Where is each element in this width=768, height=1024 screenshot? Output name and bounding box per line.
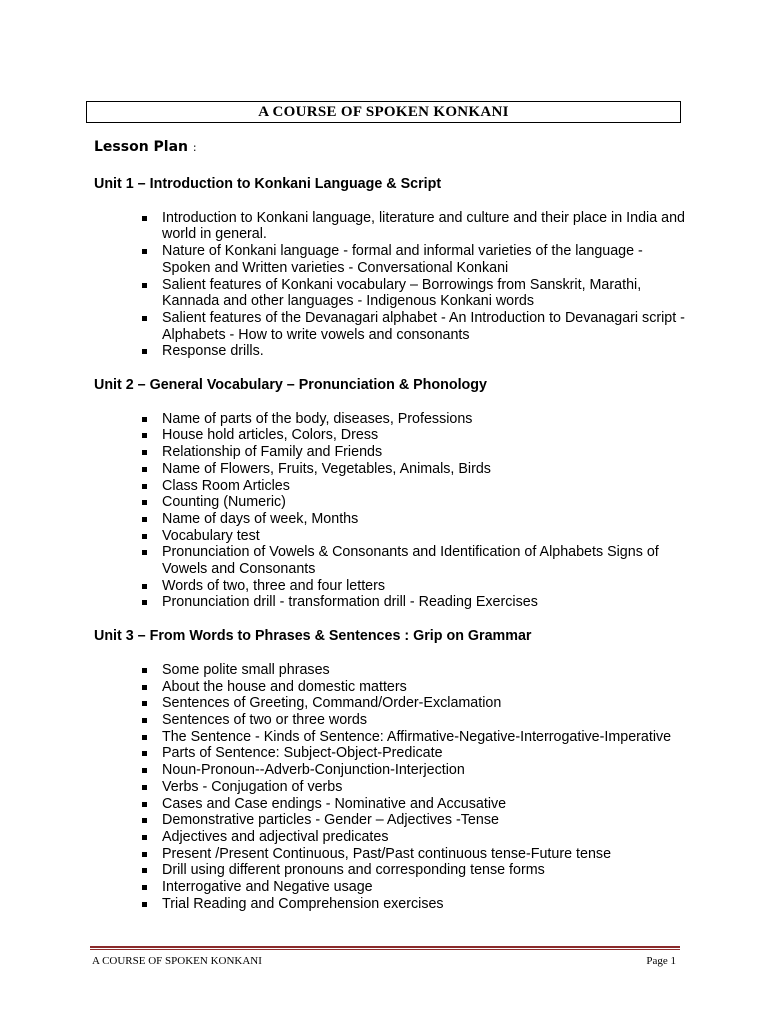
lesson-content (94, 168, 694, 929)
list-item (94, 829, 694, 846)
list-item (94, 812, 694, 829)
lesson-plan-colon: : (192, 141, 197, 154)
list-item (94, 310, 694, 343)
list-item-text: Response drills. (162, 343, 264, 360)
list-item (94, 679, 694, 696)
list-item-text: Name of Flowers, Fruits, Vegetables, Animals, Birds (162, 460, 491, 477)
list-item-text: Sentences of two or three words (162, 711, 368, 728)
footer-title: A COURSE OF SPOKEN KONKANI (92, 955, 262, 967)
list-item-text: Interrogative and Negative usage (162, 879, 373, 896)
list-item (94, 779, 694, 796)
list-item-text: Salient features of Konkani vocabulary – Borrowings from Sanskrit, Marathi, Kannada and other languages - Indigenous Konkani words (162, 276, 642, 310)
list-item (94, 494, 694, 511)
list-item-text: Relationship of Family and Friends (162, 444, 383, 461)
lesson-plan-label: Lesson Plan (94, 139, 189, 155)
list-item-text: Name of parts of the body, diseases, Professions (162, 410, 473, 427)
square-bullet-icon (142, 484, 147, 489)
list-item-text: Cases and Case endings - Nominative and Accusative (162, 795, 507, 812)
document-title: A COURSE OF SPOKEN KONKANI (86, 101, 681, 123)
list-item (94, 277, 694, 310)
list-item (94, 662, 694, 679)
page-number: Page 1 (646, 955, 676, 967)
list-item (94, 578, 694, 595)
square-bullet-icon (142, 685, 147, 690)
list-item (94, 444, 694, 461)
square-bullet-icon (142, 785, 147, 790)
list-item (94, 594, 694, 611)
square-bullet-icon (142, 550, 147, 555)
list-item (94, 511, 694, 528)
list-item-text: Noun-Pronoun--Adverb-Conjunction-Interjection (162, 762, 465, 779)
list-item (94, 862, 694, 879)
list-item-text: Pronunciation of Vowels & Consonants and Identification of Alphabets Signs of Vowels and Consonants (162, 544, 659, 578)
square-bullet-icon (142, 584, 147, 589)
list-item-text: Introduction to Konkani language, literature and culture and their place in India and world in general. (162, 209, 685, 243)
square-bullet-icon (142, 751, 147, 756)
unit-3-heading: Unit 3 – From Words to Phrases & Sentences : Grip on Grammar (94, 628, 532, 645)
list-item (94, 411, 694, 428)
list-item-text: Salient features of the Devanagari alphabet - An Introduction to Devanagari script - Alphabets - How to write vowels and consonants (162, 309, 685, 343)
unit-2-list (94, 411, 694, 611)
list-item-text: Drill using different pronouns and corresponding tense forms (162, 862, 545, 879)
square-bullet-icon (142, 349, 147, 354)
square-bullet-icon (142, 467, 147, 472)
square-bullet-icon (142, 835, 147, 840)
list-item (94, 712, 694, 729)
square-bullet-icon (142, 718, 147, 723)
list-item-text: Class Room Articles (162, 477, 290, 494)
square-bullet-icon (142, 216, 147, 221)
square-bullet-icon (142, 517, 147, 522)
square-bullet-icon (142, 885, 147, 890)
square-bullet-icon (142, 902, 147, 907)
list-item (94, 243, 694, 276)
list-item (94, 210, 694, 243)
list-item-text: Counting (Numeric) (162, 494, 286, 511)
unit-1-list (94, 210, 694, 360)
list-item-text: About the house and domestic matters (162, 678, 407, 695)
list-item (94, 695, 694, 712)
lesson-plan-heading (94, 139, 197, 155)
square-bullet-icon (142, 534, 147, 539)
square-bullet-icon (142, 868, 147, 873)
square-bullet-icon (142, 450, 147, 455)
square-bullet-icon (142, 316, 147, 321)
footer-divider (90, 946, 680, 948)
list-item-text: Words of two, three and four letters (162, 577, 386, 594)
list-item (94, 343, 694, 360)
list-item (94, 427, 694, 444)
list-item (94, 846, 694, 863)
list-item-text: Pronunciation drill - transformation drill - Reading Exercises (162, 594, 538, 611)
list-item-text: House hold articles, Colors, Dress (162, 427, 379, 444)
list-item (94, 796, 694, 813)
footer-divider-thin (90, 949, 680, 950)
square-bullet-icon (142, 735, 147, 740)
list-item (94, 745, 694, 762)
list-item-text: The Sentence - Kinds of Sentence: Affirmative-Negative-Interrogative-Imperative (162, 728, 672, 745)
list-item-text: Demonstrative particles - Gender – Adjectives -Tense (162, 812, 499, 829)
list-item-text: Nature of Konkani language - formal and informal varieties of the language - Spoken and Written varieties - Conversational Konkani (162, 243, 643, 276)
square-bullet-icon (142, 433, 147, 438)
list-item-text: Parts of Sentence: Subject-Object-Predicate (162, 745, 443, 762)
list-item-text: Trial Reading and Comprehension exercises (162, 895, 444, 912)
square-bullet-icon (142, 701, 147, 706)
square-bullet-icon (142, 417, 147, 422)
list-item-text: Name of days of week, Months (162, 510, 359, 527)
list-item-text: Present /Present Continuous, Past/Past continuous tense-Future tense (162, 845, 612, 862)
unit-2-heading: Unit 2 – General Vocabulary – Pronunciation & Phonology (94, 377, 487, 394)
list-item (94, 544, 694, 577)
list-item (94, 528, 694, 545)
list-item (94, 896, 694, 913)
unit-3-list (94, 662, 694, 913)
list-item (94, 729, 694, 746)
list-item (94, 762, 694, 779)
list-item-text: Vocabulary test (162, 527, 260, 544)
square-bullet-icon (142, 249, 147, 254)
list-item (94, 478, 694, 495)
square-bullet-icon (142, 600, 147, 605)
square-bullet-icon (142, 818, 147, 823)
square-bullet-icon (142, 802, 147, 807)
square-bullet-icon (142, 768, 147, 773)
square-bullet-icon (142, 283, 147, 288)
list-item-text: Sentences of Greeting, Command/Order-Exclamation (162, 695, 502, 712)
list-item-text: Some polite small phrases (162, 661, 330, 678)
list-item (94, 879, 694, 896)
list-item-text: Adjectives and adjectival predicates (162, 828, 389, 845)
square-bullet-icon (142, 500, 147, 505)
list-item (94, 461, 694, 478)
square-bullet-icon (142, 852, 147, 857)
unit-1-heading: Unit 1 – Introduction to Konkani Language & Script (94, 176, 442, 192)
square-bullet-icon (142, 668, 147, 673)
list-item-text: Verbs - Conjugation of verbs (162, 778, 343, 795)
